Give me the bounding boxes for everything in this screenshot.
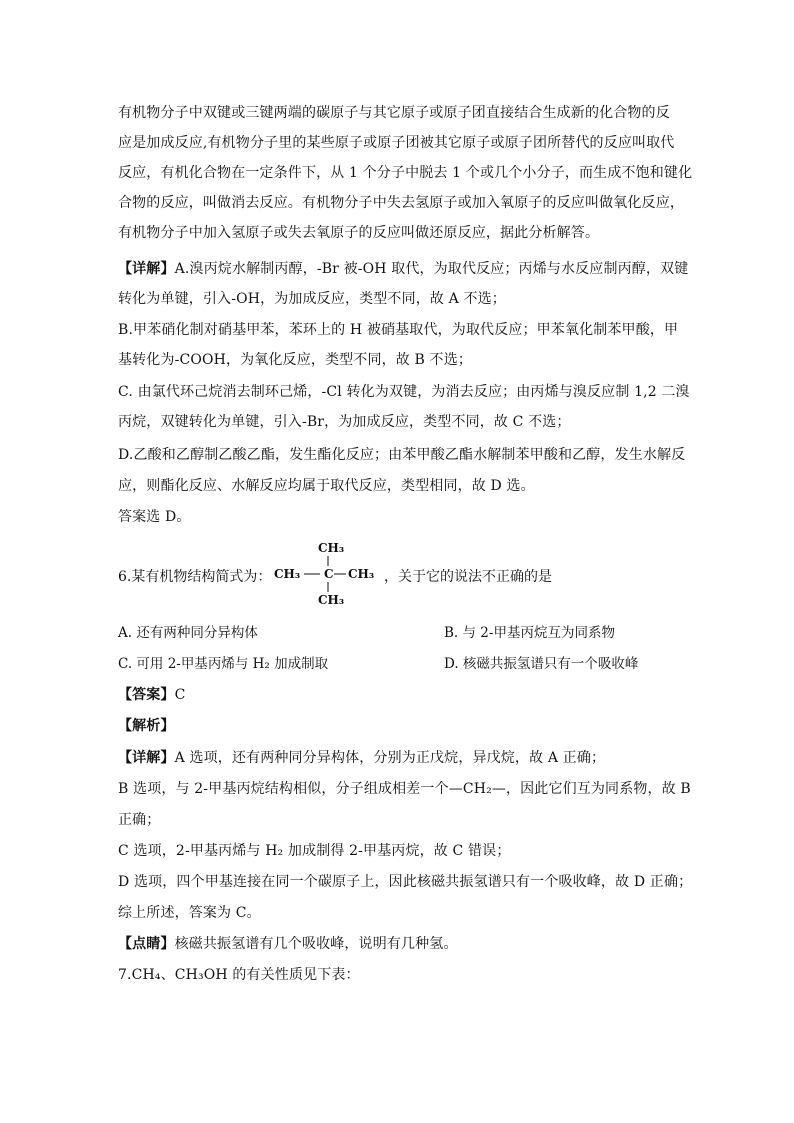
option-c: C. 可用 2-甲基丙烯与 H₂ 加成制取 [118, 656, 329, 672]
detail-line: D.乙酸和乙醇制乙酸乙酯，发生酯化反应；由苯甲酸乙酯水解制苯甲酸和乙醇，发生水解反 [118, 447, 686, 463]
question-6-tail: ，关于它的说法不正确的是 [384, 569, 552, 585]
detail-line: C 选项，2-甲基丙烯与 H₂ 加成制得 2-甲基丙烷，故 C 错误； [118, 843, 511, 859]
detail-line [118, 260, 688, 278]
detail-label: 【详解】 [118, 750, 175, 766]
struct-left: CH₃ [274, 567, 301, 581]
option-d: D. 核磁共振氢谱只有一个吸收峰 [444, 656, 639, 672]
struct-center: C [324, 567, 334, 581]
answer-label: 【答案】 [118, 687, 175, 703]
detail-text: A.溴丙烷水解制丙醇，-Br 被-OH 取代，为取代反应；丙烯与水反应制丙醇，双键 [174, 261, 689, 277]
detail-label: 【详解】 [118, 261, 175, 277]
detail-line: 正确； [118, 812, 161, 828]
detail-line [118, 749, 605, 767]
note-line [118, 935, 458, 953]
detail-line: 丙烷，双键转化为单键，引入-Br，为加成反应，类型不同，故 C 不选； [118, 414, 571, 430]
structural-formula [272, 540, 382, 608]
paragraph-line: 有机物分子中加入氢原子或失去氧原子的反应叫做还原反应，据此分析解答。 [118, 225, 600, 241]
answer-line [118, 686, 185, 704]
option-a: A. 还有两种同分异构体 [118, 625, 258, 641]
struct-bottom: CH₃ [318, 593, 345, 607]
answer-value: C [174, 687, 186, 703]
note-label: 【点睛】 [118, 936, 175, 952]
detail-line: D 选项，四个甲基连接在同一个碳原子上，因此核磁共振氢谱只有一个吸收峰，故 D 正确； [118, 874, 693, 890]
question-7: 7.CH₄、CH₃OH 的有关性质见下表： [118, 967, 360, 983]
paragraph-line: 有机物分子中双键或三键两端的碳原子与其它原子或原子团直接结合生成新的化合物的反 [118, 105, 670, 121]
paragraph-line: 合物的反应，叫做消去反应。有机物分子中失去氢原子或加入氧原子的反应叫做氧化反应， [118, 195, 684, 211]
detail-line: C. 由氯代环己烷消去制环己烯，-Cl 转化为双键，为消去反应；由丙烯与溴反应制 1,2 二溴 [118, 384, 690, 400]
detail-line: 基转化为-COOH，为氧化反应，类型不同，故 B 不选； [118, 352, 472, 368]
question-6-lead: 6.某有机物结构简式为： [118, 569, 272, 585]
paragraph-line: 应是加成反应,有机物分子里的某些原子或原子团被其它原子或原子团所替代的反应叫取代 [118, 135, 675, 151]
option-b: B. 与 2-甲基丙烷互为同系物 [444, 625, 615, 641]
answer-line: 答案选 D。 [118, 509, 191, 525]
struct-top: CH₃ [318, 541, 345, 555]
detail-line: 应，则酯化反应、水解反应均属于取代反应，类型相同，故 D 选。 [118, 478, 535, 494]
summary-line: 综上所述，答案为 C。 [118, 905, 261, 921]
detail-text: A 选项，还有两种同分异构体，分别为正戊烷，异戊烷，故 A 正确； [174, 750, 606, 766]
analysis-line [118, 717, 175, 735]
struct-right: CH₃ [348, 567, 375, 581]
detail-line: 转化为单键，引入-OH，为加成反应，类型不同，故 A 不选； [118, 291, 506, 307]
detail-line: B 选项，与 2-甲基丙烷结构相似，分子组成相差一个—CH₂—，因此它们互为同系物，故 B [118, 781, 691, 797]
detail-line: B.甲苯硝化制对硝基甲苯，苯环上的 H 被硝基取代，为取代反应；甲苯氧化制苯甲酸，甲 [118, 322, 679, 338]
analysis-label: 【解析】 [118, 718, 175, 734]
structural-formula-svg [272, 540, 382, 608]
paragraph-line: 反应，有机化合物在一定条件下，从 1 个分子中脱去 1 个或几个小分子，而生成不饱和键化 [118, 165, 693, 181]
note-text: 核磁共振氢谱有几个吸收峰，说明有几种氢。 [174, 936, 458, 952]
